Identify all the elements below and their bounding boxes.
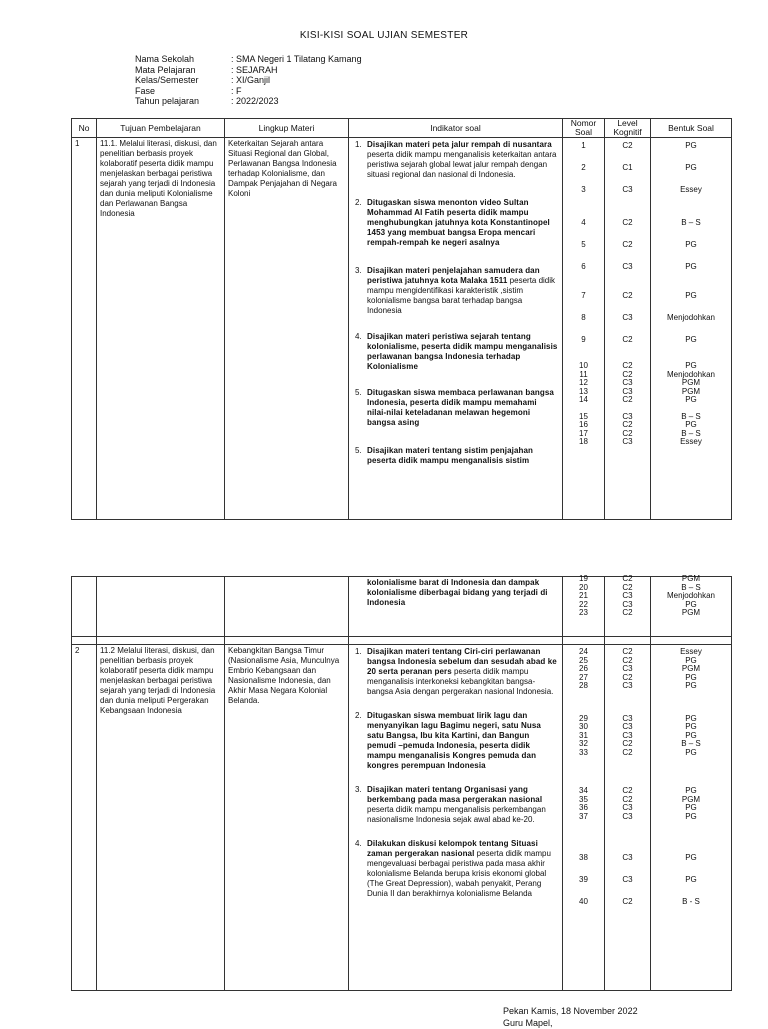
level-value: C2 [622,739,633,748]
level-value: C2 [622,647,633,656]
nomor-value: 6 [581,262,586,271]
indikator-item [355,266,558,316]
level-kognitif-continued [605,575,650,618]
indikator-number: 5. [355,388,362,397]
bentuk-value: PG [685,722,697,731]
bentuk-value: PG [685,141,697,150]
level-value: C3 [622,713,633,723]
indikator-item [355,388,558,428]
level-value: C2 [622,218,633,227]
bentuk-value: PG [685,786,697,795]
question-group [563,648,604,691]
bentuk-value: Essey [680,647,702,656]
level-value: C3 [622,803,633,812]
header-tujuan: Tujuan Pembelajaran [97,119,225,138]
question-group [605,575,650,618]
level-value: C2 [622,655,633,665]
question-group [605,285,650,351]
level-value: C3 [622,853,633,862]
question-group [605,362,650,405]
bentuk-value: PG [685,335,697,344]
bentuk-soal-column [651,135,731,447]
question-group [563,362,604,405]
bentuk-value: PG [685,672,697,682]
level-value: C3 [622,378,633,387]
indikator-text: Ditugaskan siswa membuat lirik lagu dan menyanyikan lagu Bagimu negeri, satu Nusa satu Bangsa, Ibu kita Kartini, dan Bangun pemudi –pemuda Indonesia, peserta didik mampu menganalisis Kongres pemuda dan kongres perempuan Indonesia [367,711,541,770]
question-group [651,715,731,758]
bentuk-value: B – S [681,739,701,748]
question-group [605,212,650,278]
indikator-number: 3. [355,266,362,275]
bentuk-value: PG [685,395,697,404]
nomor-value: 33 [579,747,588,757]
info-label: Kelas/Semester [135,75,199,86]
nomor-value: 39 [579,875,588,884]
level-value: C2 [622,574,633,583]
bentuk-value: Menjodohkan [666,591,716,600]
level-value: C2 [622,335,633,344]
question-group [651,135,731,201]
kisi-table-2 [71,576,732,991]
indikator-number: 5. [355,446,362,455]
nomor-value: 1 [581,141,586,150]
info-label: Nama Sekolah [135,54,195,64]
nomor-soal-column [563,135,604,447]
level-value: C2 [622,582,633,592]
level-value: C3 [622,386,633,396]
nomor-soal-column [563,648,604,913]
indikator-text: Ditugaskan siswa menonton video Sultan Mohammad Al Fatih peserta didik mampu menghubungkan jatuhnya kota Konstantinopel 1453 yang membuat bangsa Eropa mencari rempah-rempah ke negeri asalnya [367,198,550,247]
level-value: C2 [622,291,633,300]
bentuk-value: PG [685,361,697,370]
bentuk-value: PG [685,240,697,249]
bentuk-value: PGM [681,794,701,804]
bentuk-value: PGM [681,386,701,396]
level-value: C1 [622,163,633,172]
nomor-value: 34 [579,786,588,795]
nomor-value: 14 [579,395,588,404]
document-title: KISI-KISI SOAL UJIAN SEMESTER [299,30,469,41]
info-row [135,96,362,107]
indikator-text: Disajikan materi peta jalur rempah di nusantara peserta didik mampu menganalisis keterkaitan antara peristiwa sejarah global lewat jalur rempah dengan situasi regional dan nasional di Indonesia. [367,140,557,179]
nomor-soal-continued [563,575,604,618]
question-group [563,135,604,201]
indikator-list [349,138,562,466]
nomor-value: 28 [579,681,588,690]
level-value: C3 [622,811,633,821]
level-value: C3 [622,730,633,740]
indikator-item [355,785,558,825]
info-row [135,65,362,76]
bentuk-value: PG [685,811,697,821]
signature-block [503,1005,638,1029]
level-kognitif-column [605,648,650,913]
question-group [563,847,604,913]
nomor-value: 31 [579,730,588,740]
question-group [605,847,650,913]
question-group [605,787,650,821]
question-group [605,135,650,201]
level-value: C3 [622,591,633,600]
info-label: Mata Pelajaran [135,64,196,75]
bentuk-value: PG [685,730,697,740]
indikator-number: 4. [355,839,362,848]
nomor-value: 24 [579,647,588,656]
level-value: C2 [622,141,633,150]
level-value: C2 [622,240,633,249]
level-value: C2 [622,395,633,404]
nomor-value: 12 [579,378,588,387]
nomor-value: 37 [579,811,588,821]
level-value: C3 [622,681,633,690]
level-value: C2 [622,361,633,370]
indikator-continued: kolonialisme barat di Indonesia dan dampak kolonialisme diberbagai bidang yang terjadi di Indonesia [367,578,548,607]
signature-place-date: Pekan Kamis, 18 November 2022 [503,1006,638,1016]
info-value: : SMA Negeri 1 Tilatang Kamang [231,54,362,64]
tujuan-pembelajaran: 11.1. Melalui literasi, diskusi, dan penelitian berbasis proyek kolaboratif peserta didik mampu menjelaskan berbagai peristiwa sejarah yang terjadi di Indonesia dan dunia meliputi Kolonialisme dan Perlawanan Bangsa Indonesia [100,139,217,218]
nomor-value: 7 [581,291,586,300]
nomor-value: 18 [579,437,588,446]
indikator-text: Disajikan materi peristiwa sejarah tentang kolonialisme, peserta didik mampu menganalisis perlawanan bangsa Indonesia terhadap Kolonialisme [367,332,558,371]
school-info [135,54,362,107]
level-value: C3 [622,437,633,446]
level-value: C3 [622,722,633,731]
nomor-value: 10 [579,361,588,370]
question-group [651,847,731,913]
level-value: C2 [622,897,633,906]
lingkup-materi: Kebangkitan Bangsa Timur (Nasionalisme Asia, Munculnya Embrio Kebangsaan dan Nasionalisme Indonesia, dan Akhir Masa Negara Kolonial Belanda. [228,646,340,705]
level-value: C3 [622,185,633,194]
indikator-item [355,647,558,697]
indikator-number: 3. [355,785,362,794]
level-value: C3 [622,262,633,271]
indikator-text: Disajikan materi tentang Ciri-ciri perlawanan bangsa Indonesia sebelum dan sesudah abad ke 20 serta peranan pers peserta didik mampu menganalisis interkoneksi kebangkitan bangsa-bangsa Asia dengan pergerakan nasional Indonesia. [367,647,557,696]
level-value: C2 [622,369,633,379]
info-value: : F [231,85,242,96]
indikator-number: 1. [355,140,362,149]
nomor-value: 38 [579,853,588,862]
question-group [651,212,731,278]
row-no: 2 [75,646,80,655]
question-group [651,362,731,405]
bentuk-value: PGM [681,378,701,387]
nomor-value: 19 [579,574,588,583]
bentuk-value: B – S [681,218,701,227]
indikator-item [355,140,558,180]
bentuk-value: PG [685,681,697,690]
level-kognitif-column [605,135,650,447]
bentuk-value: PG [685,713,697,723]
indikator-item [355,839,558,899]
header-bentuk: Bentuk Soal [651,119,732,138]
header-level: Level Kognitif [605,119,651,138]
bentuk-value: PG [685,420,697,429]
nomor-value: 23 [579,608,588,617]
nomor-value: 2 [581,163,586,172]
question-group [563,212,604,278]
bentuk-value: PGM [681,664,701,673]
nomor-value: 26 [579,664,588,673]
bentuk-value: PG [685,803,697,812]
header-lingkup: Lingkup Materi [225,119,349,138]
bentuk-value: PGM [681,608,701,617]
question-group [651,648,731,691]
question-group [605,648,650,691]
nomor-value: 3 [581,185,586,194]
indikator-number: 4. [355,332,362,341]
level-value: C3 [622,875,633,884]
nomor-value: 9 [581,335,586,344]
level-value: C2 [622,786,633,795]
question-group [605,413,650,447]
question-group [651,285,731,351]
nomor-value: 13 [579,386,588,396]
question-group [651,575,731,618]
nomor-value: 25 [579,655,588,665]
nomor-value: 20 [579,582,588,592]
header-indikator: Indikator soal [349,119,563,138]
indikator-text: Dilakukan diskusi kelompok tentang Situasi zaman pergerakan nasional peserta didik mampu mengevaluasi berbagai peristiwa pada masa akhir kolonialisme Belanda berupa krisis ekonomi global (The Great Depression), wabah penyakit, Perang Dunia II dan berakhirnya kolonialisme Belanda [367,839,551,898]
level-value: C2 [622,428,633,438]
bentuk-value: PG [685,599,697,609]
level-value: C2 [622,672,633,682]
indikator-item [355,711,558,771]
nomor-value: 22 [579,599,588,609]
bentuk-value: PG [685,262,697,271]
nomor-value: 27 [579,672,588,682]
header-nomor: Nomor Soal [563,119,605,138]
level-value: C3 [622,313,633,322]
indikator-text: Ditugaskan siswa membaca perlawanan bangsa Indonesia, peserta didik mampu memahami nilai-nilai keteladanan melawan hegemoni bangsa asing [367,388,554,427]
nomor-value: 16 [579,420,588,429]
nomor-value: 29 [579,713,588,723]
bentuk-value: PG [685,163,697,172]
bentuk-soal-column [651,648,731,913]
nomor-value: 36 [579,803,588,812]
bentuk-soal-continued [651,575,731,618]
info-row [135,75,362,86]
level-value: C3 [622,599,633,609]
question-group [563,575,604,618]
info-value: : SEJARAH [231,64,278,75]
bentuk-value: Menjodohkan [666,313,716,322]
nomor-value: 8 [581,313,586,322]
signature-role: Guru Mapel, [503,1018,553,1028]
indikator-number: 2. [355,198,362,207]
indikator-number: 1. [355,647,362,656]
info-row [135,86,362,97]
nomor-value: 17 [579,428,588,438]
indikator-list [349,645,562,899]
indikator-text: Disajikan materi tentang sistim penjajahan peserta didik mampu menganalisis sistim [367,446,534,465]
nomor-value: 4 [581,218,586,227]
info-label: Fase [135,85,156,96]
bentuk-value: B – S [681,582,701,592]
indikator-number: 2. [355,711,362,720]
level-value: C2 [622,420,633,429]
nomor-value: 21 [579,591,588,600]
nomor-value: 5 [581,240,586,249]
info-row [135,54,362,65]
nomor-value: 30 [579,722,588,731]
bentuk-value: PG [685,853,697,862]
question-group [563,413,604,447]
level-value: C2 [622,747,633,757]
nomor-value: 11 [579,369,588,379]
level-value: C3 [622,411,633,421]
bentuk-value: PG [685,291,697,300]
question-group [563,787,604,821]
bentuk-value: Essey [680,185,702,194]
bentuk-value: PG [685,747,697,757]
bentuk-value: PGM [681,574,701,583]
level-value: C2 [622,608,633,617]
info-label: Tahun pelajaran [135,96,200,107]
bentuk-value: B - S [682,897,700,906]
kisi-table-1 [71,118,732,520]
question-group [651,413,731,447]
level-value: C2 [622,794,633,804]
level-value: C3 [622,664,633,673]
indikator-text: Disajikan materi penjelajahan samudera dan peristiwa jatuhnya kota Malaka 1511 peserta didik mampu mengidentifikasi karakteristik ,sistim kolonialisme bangsa barat terhadap bangsa Indonesia [367,266,556,315]
header-no: No [72,119,97,138]
tujuan-pembelajaran: 11.2 Melalui literasi, diskusi, dan penelitian berbasis proyek kolaboratif peserta didik mampu menjelaskan berbagai peristiwa sejarah yang terjadi di Indonesia dan dunia meliputi Pergerakan Kebangsaan Indonesia [100,646,216,715]
bentuk-value: PG [685,655,697,665]
nomor-value: 40 [579,897,588,906]
bentuk-value: Menjodohkan [666,369,716,379]
nomor-value: 32 [579,739,588,748]
bentuk-value: PG [685,875,697,884]
indikator-item [355,446,558,466]
question-group [563,715,604,758]
bentuk-value: B – S [681,411,701,421]
info-value: : XI/Ganjil [231,75,271,86]
bentuk-value: Essey [680,437,702,446]
bentuk-value: B – S [681,428,701,438]
question-group [651,787,731,821]
lingkup-materi: Keterkaitan Sejarah antara Situasi Regional dan Global, Perlawanan Bangsa Indonesia terhadap Kolonialisme, dan Dampak Penjajahan di Negara Koloni [228,139,337,198]
nomor-value: 15 [579,411,588,421]
indikator-text: Disajikan materi tentang Organisasi yang berkembang pada masa pergerakan nasional peserta didik mampu menganalisis perkembangan nasionalisme Indonesia sejak awal abad ke-20. [367,785,546,824]
question-group [563,285,604,351]
info-value: : 2022/2023 [231,96,279,107]
indikator-item [355,332,558,372]
nomor-value: 35 [579,794,588,804]
indikator-item [355,198,558,248]
row-no: 1 [75,139,80,148]
question-group [605,715,650,758]
